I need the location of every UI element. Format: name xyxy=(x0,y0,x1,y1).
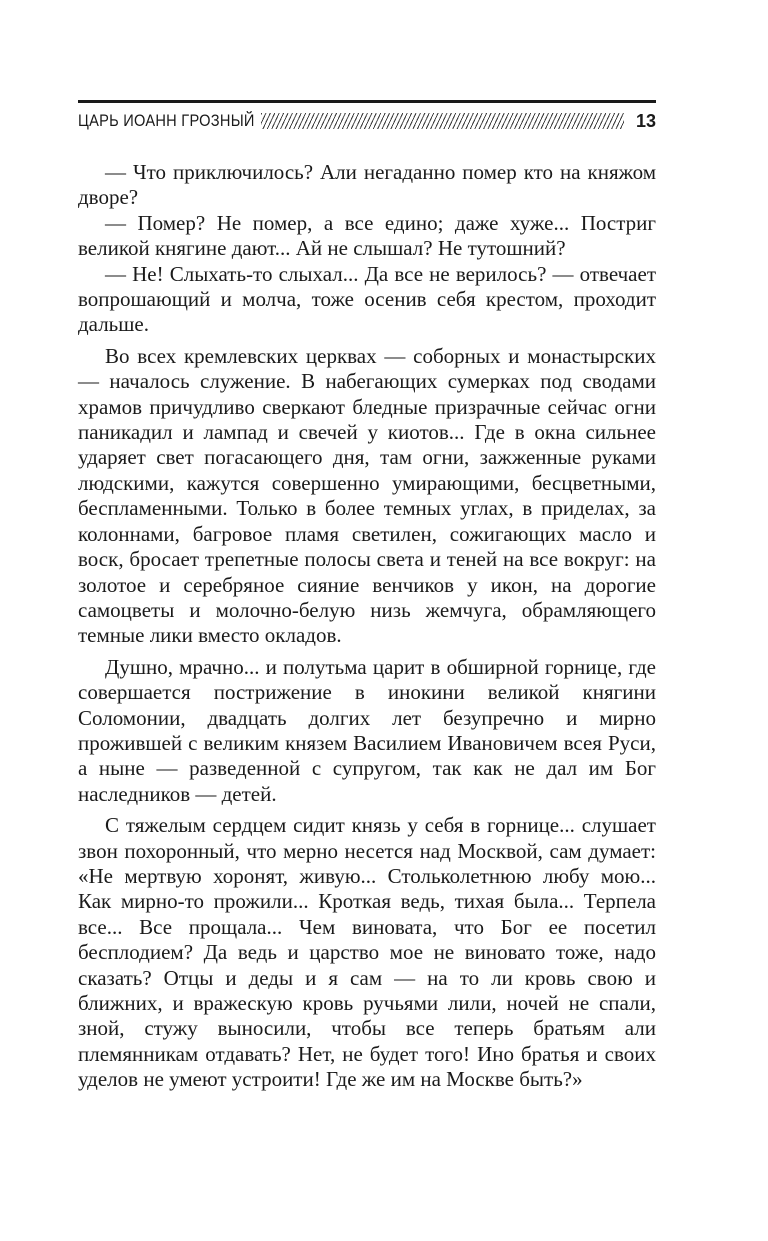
page-number: 13 xyxy=(635,110,656,131)
header-hatch-ornament xyxy=(261,113,624,129)
paragraph-3: — Не! Слыхать-то слыхал... Да все не верилось? — отвечает вопрошающий и молча, тоже осенив себя крестом, проходит дальше. xyxy=(78,261,656,337)
paragraph-6: С тяжелым сердцем сидит князь у себя в горнице... слушает звон похоронный, что мерно несется над Москвой, сам думает: «Не мертвую хоронят, живую... Стольколетнюю любу мою... Как мирно-то прожили... Кроткая ведь, тихая была... Терпела все... Все прощала... Чем виновата, что Бог ее посетил бесплодием? Да ведь и царство мое не виновато тоже, надо сказать? Отцы и деды и я сам — на то ли кровь свою и ближних, и вражескую кровь ручьями лили, ночей не спали, зной, стужу выносили, чтобы все теперь братьям али племянникам отдавать? Нет, не будет того! Ино братья и своих уделов не умеют устроити! Где же им на Москве быть?» xyxy=(78,813,656,1092)
running-header xyxy=(78,108,656,134)
paragraph-2: — Помер? Не помер, а все едино; даже хуже... Постриг великой княгине дают... Ай не слышал? Не тутошний? xyxy=(78,210,656,261)
paragraph-1: — Что приключилось? Али негаданно помер кто на княжом дворе? xyxy=(78,160,656,210)
header-rule xyxy=(78,100,656,103)
running-title: ЦАРЬ ИОАНН ГРОЗНЫЙ xyxy=(78,111,255,130)
paragraph-4: Во всех кремлевских церквах — соборных и монастырских — началось служение. В набегающих сумерках под сводами храмов причудливо сверкают бледные призрачные сейчас огни паникадил и лампад и свечей у киотов... Где в окна сильнее ударяет свет погасающего дня, там огни, зажженные руками людскими, кажутся совершенно умирающими, бесцветными, беспламенными. Только в более темных углах, в приделах, за колоннами, багровое пламя светилен, сожигающих масло и воск, бросает трепетные полосы света и теней на все вокруг: на золотое и серебряное сияние венчиков у икон, на дорогие самоцветы и молочно-белую низь жемчуга, обрамляющего темные лики вместо окладов. xyxy=(78,343,656,648)
paragraph-5: Душно, мрачно... и полутьма царит в обширной горнице, где совершается пострижение в инокини великой княгини Соломонии, двадцать долгих лет безупречно и мирно прожившей с великим князем Василием Ивановичем всея Руси, а ныне — разведенной с супругом, так как не дал им Бог наследников — детей. xyxy=(78,654,656,806)
body-text xyxy=(78,160,656,1093)
